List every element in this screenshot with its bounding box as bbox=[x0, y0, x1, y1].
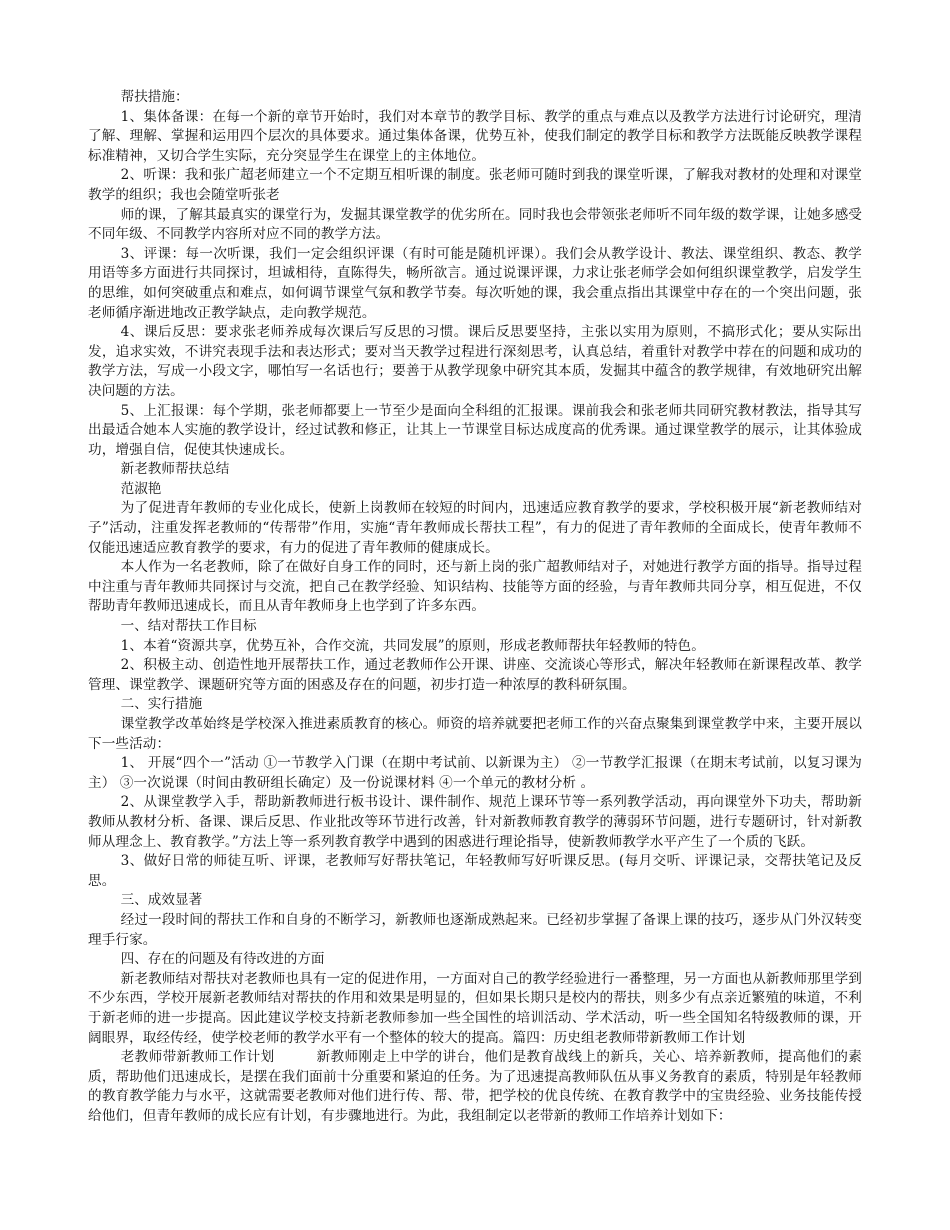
body-paragraph: 3、评课：每一次听课，我们一定会组织评课（有时可能是随机评课）。我们会从教学设计、教法、课堂组织、教态、教学用语等多方面进行共同探讨，坦诚相待，直陈得失，畅所欲言。通过说课评课，力求让张老师学会如何组织课堂教学，启发学生的思维，如何突破重点和难点，如何调节课堂气氛和教学节奏。每次听她的课，我会重点指出其课堂中存在的一个突出问题，张老师循序渐进地改正教学缺点，走向教学规范。 bbox=[88, 245, 862, 321]
body-paragraph: 课堂教学改革始终是学校深入推进素质教育的核心。师资的培养就要把老师工作的兴奋点聚集到课堂教学中来，主要开展以下一些活动： bbox=[88, 716, 862, 752]
body-paragraph: 经过一段时间的帮扶工作和自身的不断学习，新教师也逐渐成熟起来。已经初步掌握了备课上课的技巧，逐步从门外汉转变理手行家。 bbox=[88, 911, 862, 948]
section-heading: 一、结对帮扶工作目标 bbox=[120, 618, 257, 635]
body-paragraph: 3、做好日常的师徒互听、评课，老教师写好帮扶笔记，年轻教师写好听课反思。(每月交听、评课记录，交帮扶笔记及反思。 bbox=[88, 853, 862, 889]
body-paragraph: 1、本着“资源共享，优势互补，合作交流，共同发展”的原则，形成老教师帮扶年轻教师的特色。 bbox=[120, 637, 705, 654]
section-heading: 二、实行措施 bbox=[120, 696, 203, 713]
body-paragraph: 2、从课堂教学入手，帮助新教师进行板书设计、课件制作、规范上课环节等一系列教学活动，再向课堂外下功夫，帮助新教师从教材分析、备课、课后反思、作业批改等环节进行改善，针对新教师教育教学的薄弱环节问题，进行专题研讨，针对新教师从理念上、教育教学。”方法上等一系列教育教学中遇到的困惑进行理论指导，使新教师教学水平产生了一个质的飞跃。 bbox=[88, 794, 862, 850]
section-heading: 四、存在的问题及有待改进的方面 bbox=[120, 951, 325, 968]
body-paragraph: 为了促进青年教师的专业化成长，使新上岗教师在较短的时间内，迅速适应教育教学的要求，学校积极开展“新老教师结对子”活动，注重发挥老教师的“传帮带”作用，实施“青年教师成长帮扶工程”，有力的促进了青年教师的全面成长，使青年教师不仅能迅速适应教育教学的要求，有力的促进了青年教师的健康成长。 bbox=[88, 500, 862, 556]
body-paragraph: 1、 开展“四个一”活动 ①一节教学入门课（在期中考试前、以新课为主） ②一节教学汇报课（在期末考试前，以复习课为主） ③一次说课（时间由教研组长确定）及一份说课材料 ④一个单元的教材分析 。 bbox=[88, 755, 862, 791]
body-paragraph: 4、课后反思：要求张老师养成每次课后写反思的习惯。课后反思要坚持，主张以实用为原则，不搞形式化；要从实际出发，追求实效，不讲究表现手法和表达形式；要对当天教学过程进行深刻思考，认真总结，着重针对教学中荐在的问题和成功的教学方法，写成一小段文字，哪怕写一名话也行；要善于从教学现象中研究其本质，发掘其中蕴含的教学规律，有效地研究出解决问题的方法。 bbox=[88, 324, 862, 399]
body-paragraph: 本人作为一名老教师，除了在做好自身工作的同时，还与新上岗的张广超教师结对子，对她进行教学方面的指导。指导过程中注重与青年教师共同探讨与交流，把自己在教学经验、知识结构、技能等方面的经验，与青年教师共同分享，相互促进，不仅帮助青年教师迅速成长，而且从青年教师身上也学到了许多东西。 bbox=[88, 559, 862, 615]
section-heading: 新老教师帮扶总结 bbox=[120, 461, 230, 478]
body-paragraph: 2、听课：我和张广超老师建立一个不定期互相听课的制度。张老师可随时到我的课堂听课，了解我对教材的处理和对课堂教学的组织；我也会随堂听张老 bbox=[88, 167, 862, 203]
body-paragraph: 师的课，了解其最真实的课堂行为，发掘其课堂教学的优劣所在。同时我也会带领张老师听不同年级的数学课，让她多感受不同年级、不同教学内容所对应不同的教学方法。 bbox=[88, 206, 862, 243]
body-paragraph: 新老教师结对帮扶对老教师也具有一定的促进作用，一方面对自己的教学经验进行一番整理，另一方面也从新教师那里学到不少东西，学校开展新老教师结对帮扶的作用和效果是明显的，但如果长期只是校内的帮扶，则多少有点亲近繁殖的味道，不利于新老师的进一步提高。因此建议学校支持新老教师参加一些全国性的培训活动、学术活动，听一些全国知名特级教师的课，开阔眼界，取经传经，使学校老师的教学水平有一个整体的较大的提高。篇四：历史组老教师带新教师工作计划 bbox=[88, 970, 862, 1046]
body-paragraph: 1、集体备课：在每一个新的章节开始时，我们对本章节的教学目标、教学的重点与难点以及教学方法进行讨论研究，理清了解、理解、掌握和运用四个层次的具体要求。通过集体备课，优势互补，使我们制定的教学目标和教学方法既能反映教学课程标准精神，又切合学生实际，充分突显学生在课堂上的主体地位。 bbox=[88, 108, 862, 164]
document-page bbox=[88, 88, 862, 1126]
section-heading: 范淑艳 bbox=[120, 480, 162, 497]
body-paragraph: 5、上汇报课：每个学期，张老师都要上一节至少是面向全科组的汇报课。课前我会和张老师共同研究教材教法，指导其写出最适合她本人实施的教学设计，经过试教和修正，让其上一节课堂目标达成度高的优秀课。通过课堂教学的展示，让其体验成功，增强自信，促使其快速成长。 bbox=[88, 402, 862, 458]
body-paragraph: 2、积极主动、创造性地开展帮扶工作，通过老教师作公开课、讲座、交流谈心等形式，解决年轻教师在新课程改革、教学管理、课堂教学、课题研究等方面的困惑及存在的问题，初步打造一种浓厚的教科研氛围。 bbox=[88, 657, 862, 693]
section-heading: 三、成效显著 bbox=[120, 892, 203, 909]
body-paragraph: 老教师带新教师工作计划 新教师刚走上中学的讲台，他们是教育战线上的新兵，关心、培养新教师，提高他们的素质，帮助他们迅速成长，是摆在我们面前十分重要和紧迫的任务。为了迅速提高教师队伍从事义务教育的素质，特别是年轻教师的教育教学能力与水平，这就需要老教师对他们进行传、帮、带，把学校的优良传统、在教育教学中的宝贵经验、业务技能传授给他们，但青年教师的成长应有计划，有步骤地进行。为此，我组制定以老带新的教师工作培养计划如下： bbox=[88, 1049, 862, 1124]
section-heading: 帮扶措施： bbox=[120, 89, 189, 105]
